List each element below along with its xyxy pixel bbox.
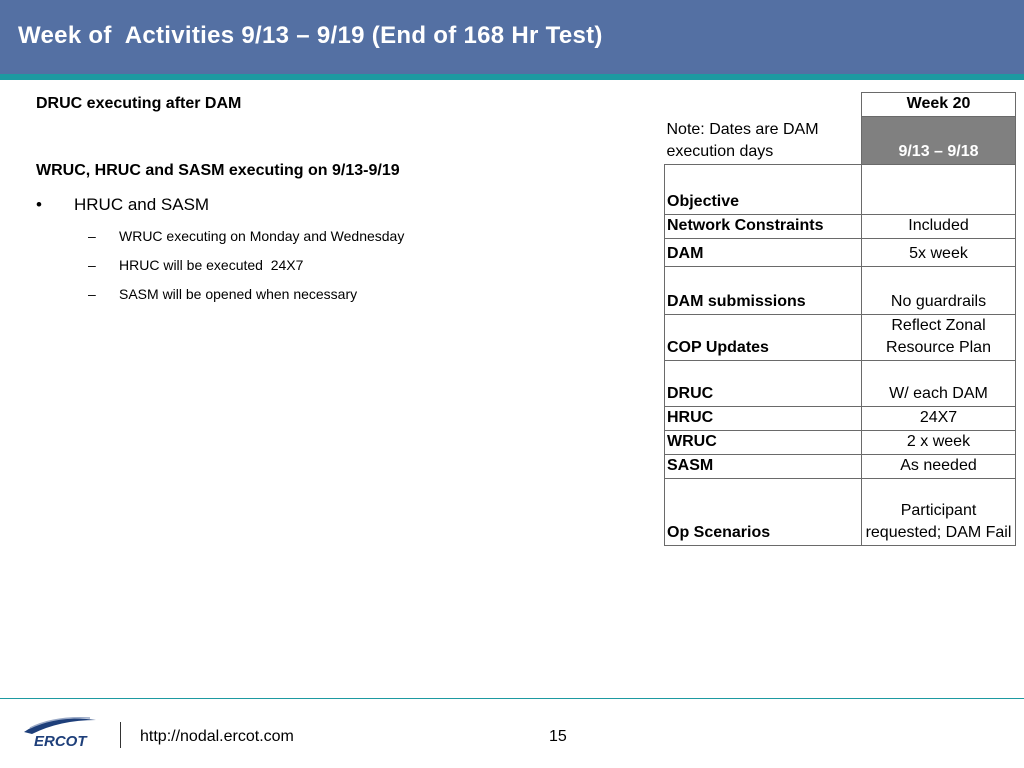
logo-text: ERCOT: [34, 733, 87, 750]
footer-url-link[interactable]: http://nodal.ercot.com: [140, 728, 294, 745]
row-value: [862, 165, 1016, 215]
dash-mark: –: [88, 286, 96, 302]
table-row: [665, 215, 1016, 239]
row-label: COP Updates: [665, 315, 862, 361]
row-value: 24X7: [862, 407, 1016, 431]
row-label: DAM: [665, 239, 862, 267]
header-bar: [0, 0, 1024, 74]
note-cell: Note: Dates are DAM execution days: [666, 121, 819, 160]
sub-item-text: HRUC will be executed 24X7: [119, 257, 304, 273]
row-value: W/ each DAM: [862, 361, 1016, 407]
text-druc-after-dam: DRUC executing after DAM: [36, 95, 242, 112]
dash-mark: –: [88, 257, 96, 273]
table-corner-cell: [665, 93, 862, 117]
row-value: Reflect Zonal Resource Plan: [862, 315, 1016, 361]
sub-item-text: WRUC executing on Monday and Wednesday: [119, 228, 405, 244]
bullet-text: HRUC and SASM: [74, 195, 210, 214]
table-row: [665, 455, 1016, 479]
table-row: [665, 315, 1016, 361]
sub-item-text: SASM will be opened when necessary: [119, 286, 358, 302]
page-number: 15: [549, 728, 567, 745]
table-row: [665, 267, 1016, 315]
row-label: DRUC: [665, 361, 862, 407]
row-value: No guardrails: [862, 267, 1016, 315]
ercot-logo-icon: [20, 712, 100, 750]
schedule-table: [664, 92, 1016, 546]
table-row: [665, 239, 1016, 267]
row-label: Objective: [665, 165, 862, 215]
text-execution-summary: WRUC, HRUC and SASM executing on 9/13-9/19: [36, 162, 400, 179]
table-date-row: [665, 117, 1016, 165]
table-row: [665, 361, 1016, 407]
footer-divider: [0, 698, 1024, 699]
row-value: Participant requested; DAM Fail: [862, 479, 1016, 546]
dash-mark: –: [88, 228, 96, 244]
table-row: [665, 165, 1016, 215]
bullet-mark: •: [36, 195, 42, 214]
slide-title: Week of Activities 9/13 – 9/19 (End of 168 Hr Test): [18, 22, 603, 49]
row-label: DAM submissions: [665, 267, 862, 315]
header-accent-stripe: [0, 74, 1024, 80]
row-label: Network Constraints: [665, 215, 862, 239]
table-header-row: [665, 93, 1016, 117]
row-label: Op Scenarios: [665, 479, 862, 546]
row-label: SASM: [665, 455, 862, 479]
table-row: [665, 407, 1016, 431]
date-range-cell: 9/13 – 9/18: [862, 117, 1016, 165]
row-label: HRUC: [665, 407, 862, 431]
week-header-cell: Week 20: [862, 93, 1016, 117]
row-value: 5x week: [862, 239, 1016, 267]
row-value: Included: [862, 215, 1016, 239]
row-value: 2 x week: [862, 431, 1016, 455]
table-row: [665, 431, 1016, 455]
table-row: [665, 479, 1016, 546]
row-label: WRUC: [665, 431, 862, 455]
footer-separator: [120, 722, 121, 748]
row-value: As needed: [862, 455, 1016, 479]
